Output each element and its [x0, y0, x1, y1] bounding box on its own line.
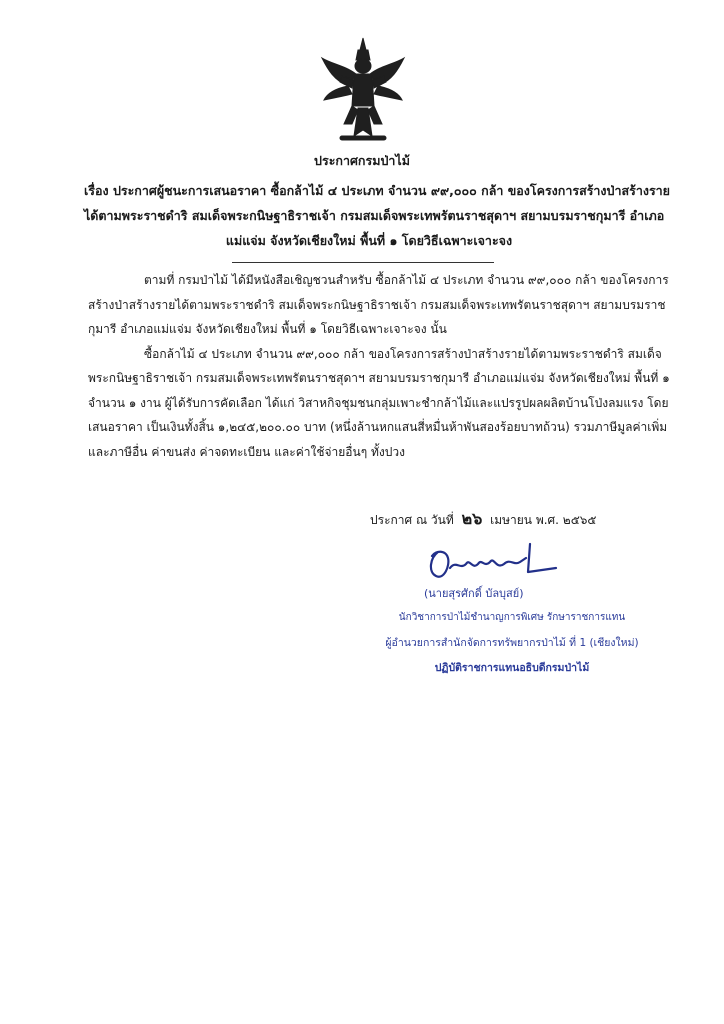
subject-line: เรื่อง ประกาศผู้ชนะการเสนอราคา ซื้อกล้าไม้ ๔ ประเภท จำนวน ๙๙,๐๐๐ กล้า ของโครงการสร้างป่าสร้างราย [84, 183, 671, 198]
signatory-position: ปฏิบัติราชการแทนอธิบดีกรมป่าไม้ [434, 662, 590, 674]
body-line: ตามที่ กรมป่าไม้ ได้มีหนังสือเชิญชวนสำหรับ ซื้อกล้าไม้ ๔ ประเภท จำนวน ๙๙,๐๐๐ กล้า ของโครงการ [144, 273, 669, 287]
announcement-date [370, 507, 596, 532]
handwritten-signature [422, 536, 558, 590]
body-line: พระกนิษฐาธิราชเจ้า กรมสมเด็จพระเทพรัตนราชสุดาฯ สยามบรมราชกุมารี อำเภอแม่แจ่ม จังหวัดเชียงใหม่ พื้นที่ ๑ [88, 371, 670, 385]
document-title: ประกาศกรมป่าไม้ [314, 153, 410, 168]
date-month-year: เมษายน พ.ศ. ๒๕๖๕ [490, 513, 597, 527]
date-day: ๒๖ [461, 509, 483, 528]
signatory-name: (นายสุรศักดิ์ บัลบุสย์) [424, 587, 524, 600]
body-line: และภาษีอื่น ค่าขนส่ง ค่าจดทะเบียน และค่าใช้จ่ายอื่นๆ ทั้งปวง [88, 444, 405, 459]
subject-line: แม่แจ่ม จังหวัดเชียงใหม่ พื้นที่ ๑ โดยวิธีเฉพาะเจาะจง [225, 233, 513, 248]
body-line: กุมารี อำเภอแม่แจ่ม จังหวัดเชียงใหม่ พื้นที่ ๑ โดยวิธีเฉพาะเจาะจง นั้น [88, 322, 447, 336]
body-line: เสนอราคา เป็นเงินทั้งสิ้น ๑,๒๔๕,๒๐๐.๐๐ บาท (หนึ่งล้านหกแสนสี่หมื่นห้าพันสองร้อยบาทถ้วน) รวมภาษีมูลค่าเพิ่ม [88, 420, 668, 434]
body-line: ซื้อกล้าไม้ ๔ ประเภท จำนวน ๙๙,๐๐๐ กล้า ของโครงการสร้างป่าสร้างรายได้ตามพระราชดำริ สมเด็จ [144, 346, 662, 361]
signatory-position: ผู้อำนวยการสำนักจัดการทรัพยากรป่าไม้ ที่ 1 (เชียงใหม่) [385, 637, 639, 649]
subject-divider [232, 262, 494, 263]
body-line: จำนวน ๑ งาน ผู้ได้รับการคัดเลือก ได้แก่ วิสาหกิจชุมชนกลุ่มเพาะชำกล้าไม้และแปรรูปผลผลิตบ้านโป่งลมแรง โดย [88, 395, 669, 410]
subject-block [84, 178, 671, 253]
signatory-position: นักวิชาการป่าไม้ชำนาญการพิเศษ รักษาราชการแทน [398, 612, 626, 623]
garuda-emblem-icon [318, 36, 408, 144]
document-body [88, 268, 670, 464]
date-prefix: ประกาศ ณ วันที่ [370, 513, 454, 527]
subject-line: ได้ตามพระราชดำริ สมเด็จพระกนิษฐาธิราชเจ้า กรมสมเด็จพระเทพรัตนราชสุดาฯ สยามบรมราชกุมารี อำเภอ [84, 208, 665, 223]
body-line: สร้างป่าสร้างรายได้ตามพระราชดำริ สมเด็จพระกนิษฐาธิราชเจ้า กรมสมเด็จพระเทพรัตนราชสุดาฯ สยามบรมราช [88, 297, 666, 312]
